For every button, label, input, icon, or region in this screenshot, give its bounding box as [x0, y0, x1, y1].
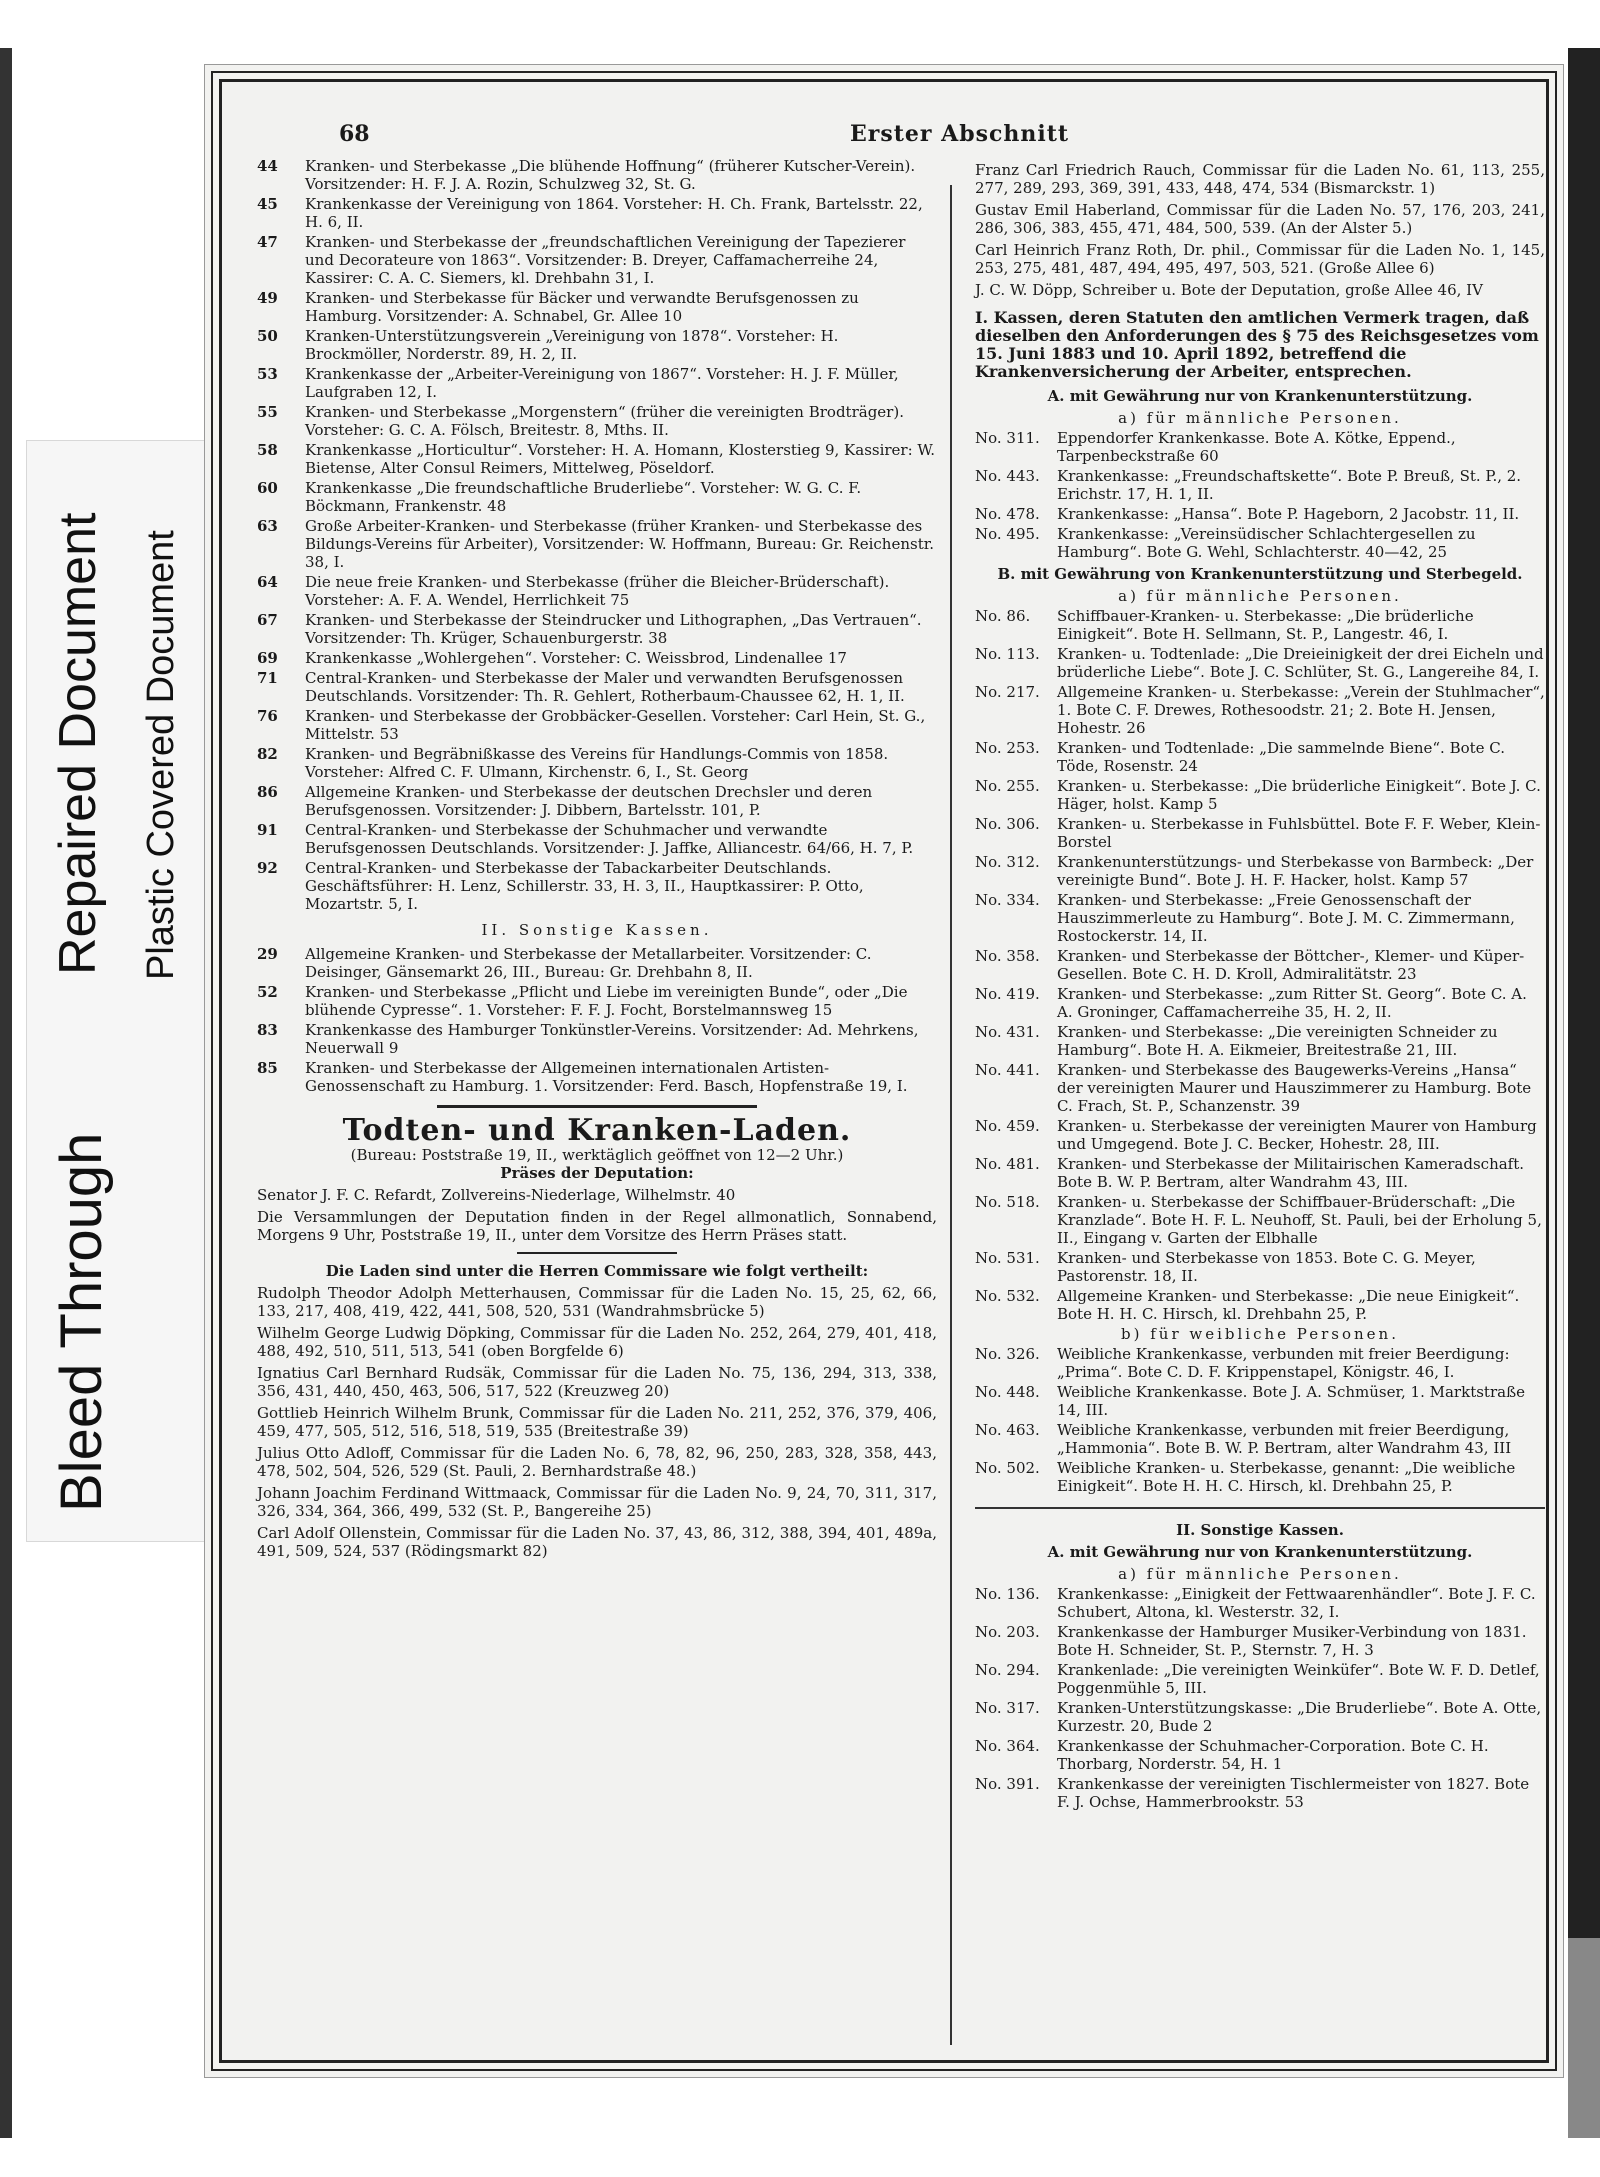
entry-number: No. 419.: [975, 985, 1040, 1003]
entry-text: Kranken- und Sterbekasse „Pflicht und Liebe im vereinigten Bunde“, oder „Die blühende Cypresse“. 1. Vorsteher: F. F. J. Focht, Borstelmannsweg 15: [305, 983, 908, 1019]
entry-text: Kranken- und Sterbekasse des Baugewerks-Vereins „Hansa“ der vereinigten Maurer und Hauszimmerer zu Hamburg. Bote C. Frach, St. P., Schanzenstr. 39: [1057, 1061, 1532, 1115]
entry-number: 29: [257, 945, 278, 963]
entry-text: Schiffbauer-Kranken- u. Sterbekasse: „Die brüderliche Einigkeit“. Bote H. Sellmann, St. P., Langestr. 46, I.: [1057, 607, 1474, 643]
entry-text: Kranken- und Sterbekasse für Bäcker und verwandte Berufsgenossen zu Hamburg. Vorsitzender: A. Schnabel, Gr. Allee 10: [305, 289, 859, 325]
entry-number: No. 531.: [975, 1249, 1040, 1267]
entry-text: Krankenkasse der Vereinigung von 1864. Vorsteher: H. Ch. Frank, Bartelsstr. 22, H. 6, II.: [305, 195, 923, 231]
entry-number: No. 255.: [975, 777, 1040, 795]
entry-text: Krankenkasse: „Einigkeit der Fettwaarenhändler“. Bote J. F. C. Schubert, Altona, kl. Westerstr. 32, I.: [1057, 1585, 1536, 1621]
entry-number: 49: [257, 289, 278, 307]
entry-number: No. 495.: [975, 525, 1040, 543]
list-item: [975, 1117, 1545, 1153]
b-subheading-male: a) für männliche Personen.: [1118, 587, 1402, 605]
entry-number: No. 431.: [975, 1023, 1040, 1041]
entry-number: No. 463.: [975, 1421, 1040, 1439]
list-item: [975, 1699, 1545, 1735]
entry-text: Central-Kranken- und Sterbekasse der Maler und verwandten Berufsgenossen Deutschlands. Vorsitzender: Th. R. Gehlert, Rotherbaum-Chaussee 62, H. 1, II.: [305, 669, 905, 705]
entry-text: Kranken- und Sterbekasse: „zum Ritter St. Georg“. Bote C. A. A. Groninger, Caffamacherreihe 35, H. 2, II.: [1057, 985, 1527, 1021]
entry-text: Krankenkasse der Hamburger Musiker-Verbindung von 1831. Bote H. Schneider, St. P., Sternstr. 7, H. 3: [1057, 1623, 1527, 1659]
entry-text: Kranken- und Sterbekasse: „Die vereinigten Schneider zu Hamburg“. Bote H. A. Eikmeier, Breitestraße 21, III.: [1057, 1023, 1498, 1059]
list-item: [257, 821, 937, 857]
entry-text: Kranken- und Begräbnißkasse des Vereins für Handlungs-Commis von 1858. Vorsteher: Alfred C. F. Ulmann, Kirchenstr. 6, I., St. Georg: [305, 745, 889, 781]
entry-text: Weibliche Krankenkasse. Bote J. A. Schmüser, 1. Marktstraße 14, III.: [1057, 1383, 1525, 1419]
entry-number: No. 391.: [975, 1775, 1040, 1793]
commissar-entry: Carl Heinrich Franz Roth, Dr. phil., Commissar für die Laden No. 1, 145, 253, 275, 481, 487, 494, 495, 497, 503, 521. (Große Allee 6): [975, 241, 1545, 277]
entry-text: Kranken- u. Sterbekasse: „Die brüderliche Einigkeit“. Bote J. C. Häger, holst. Kamp 5: [1057, 777, 1541, 813]
left-column: [257, 157, 937, 1564]
label-repaired-document: Repaired Document: [49, 512, 107, 975]
list-item: [975, 1421, 1545, 1457]
page-number: 68: [339, 121, 370, 147]
list-item: [257, 573, 937, 609]
a1-entries-list: [975, 429, 1545, 561]
list-item: [975, 1661, 1545, 1697]
list-item: [975, 947, 1545, 983]
sonstige-heading: II. Sonstige Kassen.: [481, 921, 713, 939]
entry-text: Krankenunterstützungs- und Sterbekasse von Barmbeck: „Der vereinigte Bund“. Bote J. H. F. Hacker, holst. Kamp 57: [1057, 853, 1534, 889]
entry-number: 53: [257, 365, 278, 383]
column-divider: [950, 185, 952, 2045]
entry-text: Kranken- und Sterbekasse der „freundschaftlichen Vereinigung der Tapezierer und Decorateure von 1863“. Vorsitzender: B. Dreyer, Caffamacherreihe 24, Kassirer: C. A. C. Siemers, kl. Drehbahn 31, I.: [305, 233, 906, 287]
section-1-heading: I. Kassen, deren Statuten den amtlichen Vermerk tragen, daß dieselben den Anforderungen des § 75 des Reichsgesetzes vom 15. Juni 1883 und 10. April 1892, betreffend die Krankenversicherung der Arbeiter, entsprechen.: [975, 308, 1539, 381]
label-plastic-covered-document: Plastic Covered Document: [140, 530, 182, 980]
list-item: [975, 891, 1545, 945]
list-item: [975, 505, 1545, 523]
a2-subheading-male: a) für männliche Personen.: [1118, 1565, 1402, 1583]
laden-title: Todten- und Kranken-Laden.: [342, 1113, 852, 1148]
list-item: [257, 1021, 937, 1057]
list-item: [257, 403, 937, 439]
section-a2-heading: A. mit Gewährung nur von Krankenunterstützung.: [1047, 1543, 1473, 1561]
entry-text: Weibliche Krankenkasse, verbunden mit freier Beerdigung, „Hammonia“. Bote B. W. P. Bertram, alter Wandrahm 43, III: [1057, 1421, 1512, 1457]
entry-text: Die neue freie Kranken- und Sterbekasse (früher die Bleicher-Brüderschaft). Vorsteher: A. F. A. Wendel, Herrlichkeit 75: [305, 573, 890, 609]
entry-text: Central-Kranken- und Sterbekasse der Tabackarbeiter Deutschlands. Geschäftsführer: H. Lenz, Schillerstr. 33, H. 3, II., Hauptkassirer: P. Otto, Mozartstr. 5, I.: [305, 859, 864, 913]
section-a1-heading: A. mit Gewährung nur von Krankenunterstützung.: [1047, 387, 1473, 405]
entry-number: No. 358.: [975, 947, 1040, 965]
entry-number: 67: [257, 611, 278, 629]
list-item: [975, 1623, 1545, 1659]
entry-text: Kranken- und Sterbekasse „Morgenstern“ (früher die vereinigten Brodträger). Vorsteher: G. C. A. Fölsch, Breitestr. 8, Mths. II.: [305, 403, 904, 439]
entry-number: 71: [257, 669, 278, 687]
running-head: Erster Abschnitt: [850, 121, 1070, 147]
entry-text: Central-Kranken- und Sterbekasse der Schuhmacher und verwandte Berufsgenossen Deutschlands. Vorsitzender: J. Jaffke, Alliancestr. 64/66, H. 7, P.: [305, 821, 914, 857]
section-rule-right: [975, 1507, 1545, 1509]
list-item: [975, 1383, 1545, 1419]
list-item: [257, 945, 937, 981]
list-item: [257, 983, 937, 1019]
list-item: [257, 157, 937, 193]
left-entries-list: [257, 157, 937, 913]
entry-text: Weibliche Kranken- u. Sterbekasse, genannt: „Die weibliche Einigkeit“. Bote H. H. C. Hirsch, kl. Drehbahn 25, P.: [1057, 1459, 1516, 1495]
entry-number: No. 459.: [975, 1117, 1040, 1135]
entry-text: Allgemeine Kranken- und Sterbekasse der deutschen Drechsler und deren Berufsgenossen. Vorsitzender: J. Dibbern, Bartelsstr. 101, P.: [305, 783, 873, 819]
list-item: [257, 365, 937, 401]
versammlungen-text: Die Versammlungen der Deputation finden in der Regel allmonatlich, Sonnabend, Morgens 9 Uhr, Poststraße 19, II., unter dem Vorsitze des Herrn Präses statt.: [257, 1208, 937, 1244]
entry-text: Allgemeine Kranken- und Sterbekasse der Metallarbeiter. Vorsitzender: C. Deisinger, Gänsemarkt 26, III., Bureau: Gr. Drehbahn 8, II.: [305, 945, 872, 981]
list-item: [257, 859, 937, 913]
entry-number: No. 312.: [975, 853, 1040, 871]
commissare-list: [257, 1284, 937, 1560]
schreiber-line: J. C. W. Döpp, Schreiber u. Bote der Deputation, große Allee 46, IV: [975, 281, 1483, 299]
list-item: [975, 985, 1545, 1021]
entry-number: 60: [257, 479, 278, 497]
entry-text: Kranken-Unterstützungsverein „Vereinigung von 1878“. Vorsteher: H. Brockmöller, Norderstr. 89, H. 2, II.: [305, 327, 839, 363]
entry-number: No. 311.: [975, 429, 1040, 447]
entry-text: Krankenkasse der vereinigten Tischlermeister von 1827. Bote F. J. Ochse, Hammerbrookstr. 53: [1057, 1775, 1530, 1811]
entry-number: No. 86.: [975, 607, 1031, 625]
a2-entries-list: [975, 1585, 1545, 1811]
entry-number: 83: [257, 1021, 278, 1039]
entry-number: No. 203.: [975, 1623, 1040, 1641]
list-item: [257, 611, 937, 647]
commissar-entry: Carl Adolf Ollenstein, Commissar für die Laden No. 37, 43, 86, 312, 388, 394, 401, 489a, 491, 509, 524, 537 (Rödingsmarkt 82): [257, 1524, 937, 1560]
commissare-heading: Die Laden sind unter die Herren Commissare wie folgt vertheilt:: [325, 1262, 869, 1280]
list-item: [257, 669, 937, 705]
entry-number: 45: [257, 195, 278, 213]
list-item: [257, 195, 937, 231]
commissar-entry: Rudolph Theodor Adolph Metterhausen, Commissar für die Laden No. 15, 25, 62, 66, 133, 217, 408, 419, 422, 441, 508, 520, 531 (Wandrahmsbrücke 5): [257, 1284, 937, 1320]
short-rule: [517, 1252, 677, 1254]
entry-text: Krankenkasse „Horticultur“. Vorsteher: H. A. Homann, Klosterstieg 9, Kassirer: W. Bietense, Alter Consul Reimers, Mittelweg, Pöseldorf.: [305, 441, 935, 477]
section-rule: [437, 1105, 757, 1108]
entry-number: No. 294.: [975, 1661, 1040, 1679]
list-item: [975, 739, 1545, 775]
list-item: [975, 1459, 1545, 1495]
list-item: [257, 1059, 937, 1095]
entry-text: Kranken- und Sterbekasse der Militairischen Kameradschaft. Bote B. W. P. Bertram, alter Wandrahm 43, III.: [1057, 1155, 1525, 1191]
label-bleed-through: Bleed Through: [49, 1132, 114, 1512]
list-item: [975, 683, 1545, 737]
entry-number: No. 253.: [975, 739, 1040, 757]
list-item: [975, 1155, 1545, 1191]
entry-text: Krankenkasse „Die freundschaftliche Bruderliebe“. Vorsteher: W. G. C. F. Böckmann, Frankenstr. 48: [305, 479, 862, 515]
entry-number: No. 334.: [975, 891, 1040, 909]
entry-text: Eppendorfer Krankenkasse. Bote A. Kötke, Eppend., Tarpenbeckstraße 60: [1057, 429, 1456, 465]
entry-number: 44: [257, 157, 278, 175]
entry-number: No. 443.: [975, 467, 1040, 485]
entry-text: Kranken- und Sterbekasse der Böttcher-, Klemer- und Küper-Gesellen. Bote C. H. D. Kroll, Admiralitätstr. 23: [1057, 947, 1525, 983]
commissar-entry: Franz Carl Friedrich Rauch, Commissar für die Laden No. 61, 113, 255, 277, 289, 293, 369, 391, 433, 448, 474, 534 (Bismarckstr. 1): [975, 161, 1545, 197]
commissar-entry: Wilhelm George Ludwig Döpking, Commissar für die Laden No. 252, 264, 279, 401, 418, 488, 492, 510, 511, 513, 541 (oben Borgfelde 6): [257, 1324, 937, 1360]
commissare-list-continued: [975, 161, 1545, 277]
entry-text: Kranken- und Sterbekasse von 1853. Bote C. G. Meyer, Pastorenstr. 18, II.: [1057, 1249, 1476, 1285]
entry-number: 63: [257, 517, 278, 535]
entry-text: Krankenkasse: „Freundschaftskette“. Bote P. Breuß, St. P., 2. Erichstr. 17, H. 1, II.: [1057, 467, 1522, 503]
praeses-heading: Präses der Deputation:: [500, 1164, 694, 1182]
list-item: [975, 467, 1545, 503]
laden-bureau: (Bureau: Poststraße 19, II., werktäglich geöffnet von 12—2 Uhr.): [350, 1146, 844, 1164]
b-entries-list: [975, 607, 1545, 1323]
list-item: [975, 815, 1545, 851]
entry-text: Kranken- und Sterbekasse „Die blühende Hoffnung“ (früherer Kutscher-Verein). Vorsitzender: H. F. J. A. Rozin, Schulzweg 32, St. G.: [305, 157, 916, 193]
b-subheading-female: b) für weibliche Personen.: [1121, 1325, 1399, 1343]
entry-text: Kranken- u. Todtenlade: „Die Dreieinigkeit der drei Eicheln und brüderliche Liebe“. Bote J. C. Schlüter, St. G., Langereihe 84, I.: [1057, 645, 1544, 681]
entry-text: Krankenkasse: „Vereinsüdischer Schlachtergesellen zu Hamburg“. Bote G. Wehl, Schlachterstr. 40—42, 25: [1057, 525, 1476, 561]
entry-number: No. 317.: [975, 1699, 1040, 1717]
commissar-entry: Ignatius Carl Bernhard Rudsäk, Commissar für die Laden No. 75, 136, 294, 313, 338, 356, 431, 440, 450, 463, 506, 517, 522 (Kreuzweg 20): [257, 1364, 937, 1400]
entry-text: Krankenkasse der Schuhmacher-Corporation. Bote C. H. Thorbarg, Norderstr. 54, H. 1: [1057, 1737, 1489, 1773]
entry-number: 85: [257, 1059, 278, 1077]
entry-number: 82: [257, 745, 278, 763]
list-item: [975, 1585, 1545, 1621]
entry-number: No. 481.: [975, 1155, 1040, 1173]
entry-number: 47: [257, 233, 278, 251]
commissar-entry: Gottlieb Heinrich Wilhelm Brunk, Commissar für die Laden No. 211, 252, 376, 379, 406, 459, 477, 505, 512, 516, 518, 519, 535 (Breitestraße 39): [257, 1404, 937, 1440]
entry-number: 76: [257, 707, 278, 725]
entry-text: Weibliche Krankenkasse, verbunden mit freier Beerdigung: „Prima“. Bote C. D. F. Krippenstapel, Königstr. 46, I.: [1057, 1345, 1510, 1381]
entry-text: Kranken- und Sterbekasse der Grobbäcker-Gesellen. Vorsteher: Carl Hein, St. G., Mittelstr. 53: [305, 707, 926, 743]
entry-text: Kranken- und Sterbekasse der Steindrucker und Lithographen, „Das Vertrauen“. Vorsitzender: Th. Krüger, Schauenburgerstr. 38: [305, 611, 922, 647]
entry-text: Kranken- u. Sterbekasse der vereinigten Maurer von Hamburg und Umgegend. Bote J. C. Becker, Hohestr. 28, III.: [1057, 1117, 1537, 1153]
entry-number: No. 478.: [975, 505, 1040, 523]
list-item: [975, 607, 1545, 643]
list-item: [975, 777, 1545, 813]
entry-number: 52: [257, 983, 278, 1001]
list-item: [975, 525, 1545, 561]
entry-number: 58: [257, 441, 278, 459]
list-item: [257, 479, 937, 515]
list-item: [257, 783, 937, 819]
entry-text: Krankenkasse des Hamburger Tonkünstler-Vereins. Vorsitzender: Ad. Mehrkens, Neuerwall 9: [305, 1021, 919, 1057]
list-item: [975, 1023, 1545, 1059]
list-item: [975, 1775, 1545, 1811]
scan-edge: [0, 48, 12, 2138]
entry-number: 69: [257, 649, 278, 667]
commissar-entry: Gustav Emil Haberland, Commissar für die Laden No. 57, 176, 203, 241, 286, 306, 383, 455, 471, 484, 500, 539. (An der Alster 5.): [975, 201, 1545, 237]
list-item: [257, 233, 937, 287]
commissar-entry: Johann Joachim Ferdinand Wittmaack, Commissar für die Laden No. 9, 24, 70, 311, 317, 326, 334, 364, 366, 499, 532 (St. P., Bangereihe 25): [257, 1484, 937, 1520]
list-item: [257, 441, 937, 477]
list-item: [975, 1287, 1545, 1323]
list-item: [257, 745, 937, 781]
list-item: [257, 289, 937, 325]
entry-text: Kranken- und Sterbekasse der Allgemeinen internationalen Artisten-Genossenschaft zu Hamburg. 1. Vorsitzender: Ferd. Basch, Hopfenstraße 19, I.: [305, 1059, 908, 1095]
entry-number: No. 326.: [975, 1345, 1040, 1363]
entry-number: 64: [257, 573, 278, 591]
entry-text: Kranken- u. Sterbekasse der Schiffbauer-Brüderschaft: „Die Kranzlade“. Bote H. F. L. Neuhoff, St. Pauli, bei der Erholung 5, II., Eingang v. Garten der Elbhalle: [1057, 1193, 1542, 1247]
scan-border-dark: [1568, 48, 1600, 1938]
entry-text: Kranken- und Todtenlade: „Die sammelnde Biene“. Bote C. Töde, Rosenstr. 24: [1057, 739, 1506, 775]
b-female-entries-list: [975, 1345, 1545, 1495]
list-item: [975, 853, 1545, 889]
entry-number: 50: [257, 327, 278, 345]
section-2-heading: II. Sonstige Kassen.: [1176, 1521, 1344, 1539]
entry-number: 92: [257, 859, 278, 877]
list-item: [975, 1345, 1545, 1381]
entry-number: 55: [257, 403, 278, 421]
entry-text: Große Arbeiter-Kranken- und Sterbekasse (früher Kranken- und Sterbekasse des Bildungs-Vereins für Arbeiter), Vorsitzender: W. Hoffmann, Bureau: Gr. Reichenstr. 38, I.: [305, 517, 935, 571]
list-item: [975, 1737, 1545, 1773]
entry-number: No. 364.: [975, 1737, 1040, 1755]
right-column: [975, 157, 1545, 1813]
entry-number: No. 502.: [975, 1459, 1040, 1477]
list-item: [257, 327, 937, 363]
entry-number: No. 518.: [975, 1193, 1040, 1211]
list-item: [975, 1061, 1545, 1115]
entry-number: No. 113.: [975, 645, 1040, 663]
section-b-heading: B. mit Gewährung von Krankenunterstützung und Sterbegeld.: [997, 565, 1523, 583]
a1-subheading-male: a) für männliche Personen.: [1118, 409, 1402, 427]
entry-text: Krankenlade: „Die vereinigten Weinküfer“. Bote W. F. D. Detlef, Poggenmühle 5, III.: [1057, 1661, 1540, 1697]
scan-border-grey: [1568, 1938, 1600, 2138]
list-item: [975, 429, 1545, 465]
entry-number: No. 532.: [975, 1287, 1040, 1305]
entry-number: 86: [257, 783, 278, 801]
entry-text: Krankenkasse: „Hansa“. Bote P. Hageborn, 2 Jacobstr. 11, II.: [1057, 505, 1520, 523]
list-item: [975, 1193, 1545, 1247]
entry-text: Krankenkasse „Wohlergehen“. Vorsteher: C. Weissbrod, Lindenallee 17: [305, 649, 847, 667]
entry-text: Kranken- und Sterbekasse: „Freie Genossenschaft der Hauszimmerleute zu Hamburg“. Bote J. M. C. Zimmermann, Rostockerstr. 14, II.: [1057, 891, 1515, 945]
entry-number: No. 136.: [975, 1585, 1040, 1603]
list-item: [257, 517, 937, 571]
praeses-text: Senator J. F. C. Refardt, Zollvereins-Niederlage, Wilhelmstr. 40: [257, 1186, 736, 1204]
entry-text: Kranken-Unterstützungskasse: „Die Bruderliebe“. Bote A. Otte, Kurzestr. 20, Bude 2: [1057, 1699, 1542, 1735]
entry-text: Allgemeine Kranken- u. Sterbekasse: „Verein der Stuhlmacher“, 1. Bote C. F. Drewes, Rothesoodstr. 21; 2. Bote H. Jensen, Hohestr. 26: [1057, 683, 1545, 737]
entry-text: Allgemeine Kranken- und Sterbekasse: „Die neue Einigkeit“. Bote H. H. C. Hirsch, kl. Drehbahn 25, P.: [1057, 1287, 1520, 1323]
entry-number: No. 217.: [975, 683, 1040, 701]
entry-text: Krankenkasse der „Arbeiter-Vereinigung von 1867“. Vorsteher: H. J. F. Müller, Laufgraben 12, I.: [305, 365, 899, 401]
list-item: [975, 1249, 1545, 1285]
entry-number: No. 448.: [975, 1383, 1040, 1401]
list-item: [975, 645, 1545, 681]
list-item: [257, 707, 937, 743]
entry-number: No. 441.: [975, 1061, 1040, 1079]
entry-text: Kranken- u. Sterbekasse in Fuhlsbüttel. Bote F. F. Weber, Klein-Borstel: [1057, 815, 1541, 851]
entry-number: No. 306.: [975, 815, 1040, 833]
commissar-entry: Julius Otto Adloff, Commissar für die Laden No. 6, 78, 82, 96, 250, 283, 328, 358, 443, 478, 502, 504, 526, 529 (St. Pauli, 2. Bernhardstraße 48.): [257, 1444, 937, 1480]
entry-number: 91: [257, 821, 278, 839]
document-page: [204, 64, 1564, 2078]
list-item: [257, 649, 937, 667]
left-other-entries-list: [257, 945, 937, 1095]
